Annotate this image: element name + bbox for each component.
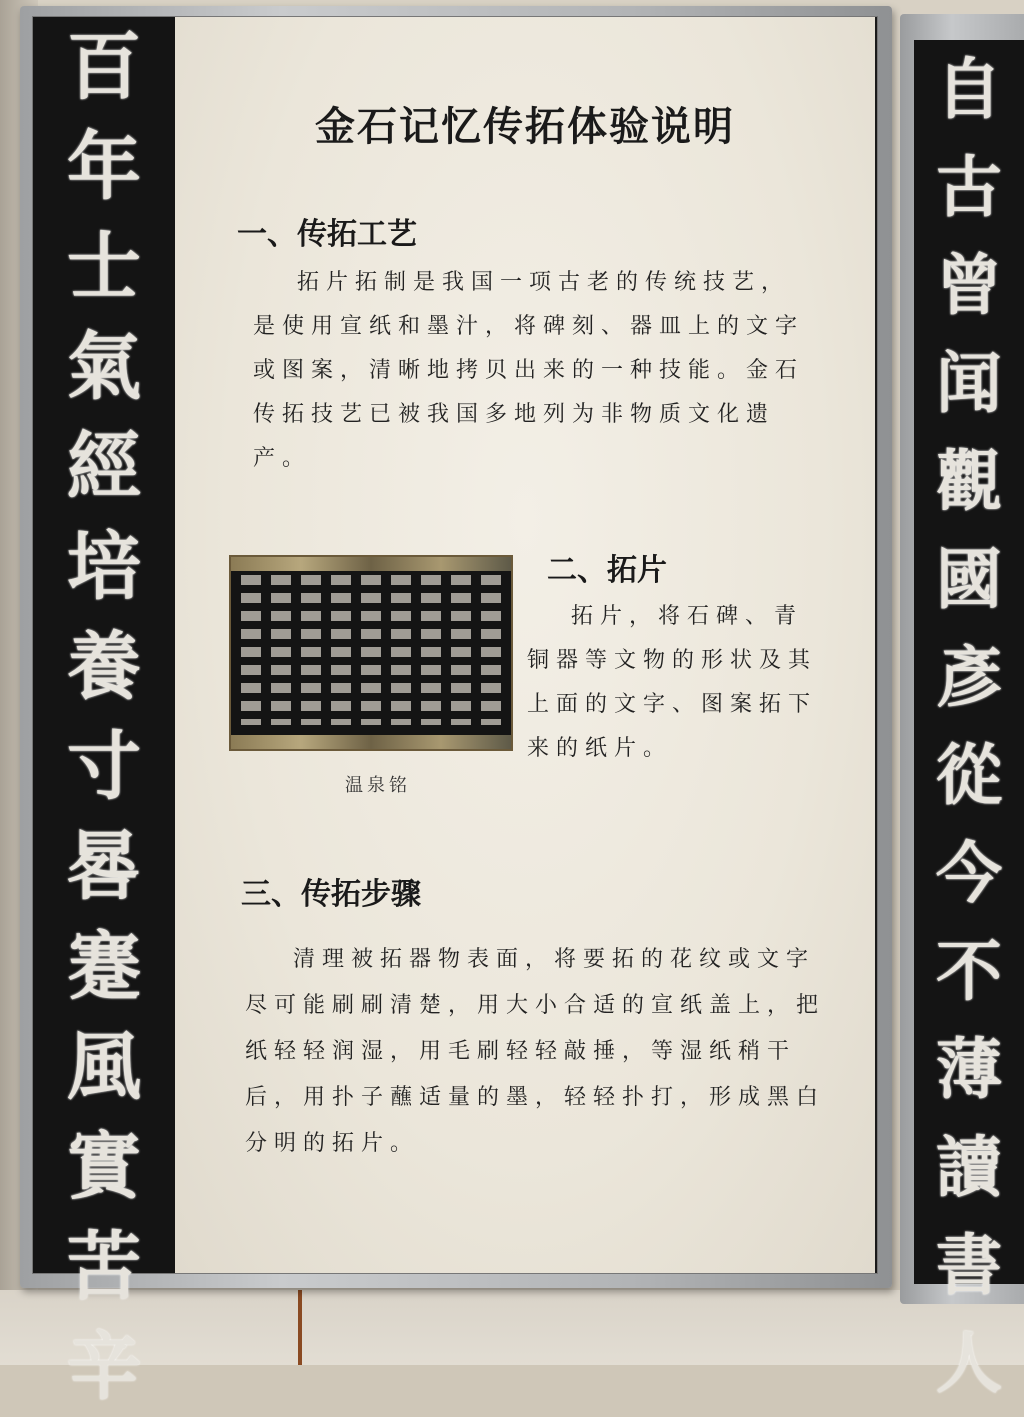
rubbing-bottom-band [231, 735, 511, 749]
section3-body: 清理被拓器物表面，将要拓的花纹或文字尽可能刷刷清楚，用大小合适的宣纸盖上，把纸轻轻润湿，用毛刷轻轻敲捶，等湿纸稍干后，用扑子蘸适量的墨，轻轻扑打，形成黑白分明的拓片。 [245, 947, 826, 1156]
info-board [175, 17, 875, 1273]
section2-body: 拓片，将石碑、青铜器等文物的形状及其上面的文字、图案拓下来的纸片。 [527, 604, 818, 761]
couplet-character: 晷 [67, 824, 141, 910]
section1-body: 拓片拓制是我国一项古老的传统技艺，是使用宣纸和墨汁，将碑刻、器皿上的文字或图案，清晰地拷贝出来的一种技能。金石传拓技艺已被我国多地列为非物质文化遗产。 [253, 270, 805, 471]
couplet-character: 闻 [936, 344, 1002, 422]
rubbing-text-column [391, 575, 411, 725]
couplet-character: 觀 [936, 442, 1002, 520]
floor [0, 1290, 1024, 1365]
rubbing-text-column [481, 575, 501, 725]
rubbing-text-column [301, 575, 321, 725]
right-couplet-scroll [914, 40, 1024, 1402]
rubbing-text-column [361, 575, 381, 725]
board-title: 金石记忆传拓体验说明 [315, 104, 735, 150]
couplet-character: 從 [936, 736, 1002, 814]
rubbing-image [231, 557, 511, 749]
section1-heading: 一、传拓工艺 [237, 217, 417, 252]
couplet-character: 經 [67, 424, 141, 510]
couplet-character: 實 [67, 1124, 141, 1210]
couplet-character: 蹇 [67, 924, 141, 1010]
couplet-character: 今 [936, 834, 1002, 912]
couplet-character: 年 [67, 124, 141, 210]
couplet-character: 讀 [936, 1128, 1002, 1206]
frame-inner [32, 16, 878, 1410]
rubbing-top-band [231, 557, 511, 571]
main-display-frame [20, 6, 892, 1410]
couplet-character: 辛 [67, 1324, 141, 1410]
couplet-character: 書 [936, 1226, 1002, 1304]
rubbing-text-column [271, 575, 291, 725]
couplet-character: 人 [936, 1324, 1002, 1402]
rubbing-text-column [331, 575, 351, 725]
couplet-character: 薄 [936, 1030, 1002, 1108]
rubbing-text-column [451, 575, 471, 725]
couplet-character: 寸 [67, 724, 141, 810]
couplet-character: 風 [67, 1024, 141, 1110]
couplet-character: 養 [67, 624, 141, 710]
couplet-character: 自 [936, 50, 1002, 128]
couplet-character: 氣 [67, 324, 141, 410]
couplet-character: 培 [67, 524, 141, 610]
floor-strip [298, 1290, 302, 1365]
couplet-character: 百 [67, 24, 141, 110]
section2-heading: 二、拓片 [547, 553, 667, 588]
rubbing-text-column [241, 575, 261, 725]
rubbing-text-column [421, 575, 441, 725]
left-couplet-scroll [33, 17, 175, 1410]
couplet-character: 國 [936, 540, 1002, 618]
right-display-frame [900, 14, 1024, 1402]
rubbing-caption: 温泉铭 [345, 775, 411, 796]
couplet-character: 士 [67, 224, 141, 310]
couplet-character: 古 [936, 148, 1002, 226]
couplet-character: 彥 [936, 638, 1002, 716]
couplet-character: 不 [936, 932, 1002, 1010]
section3-heading: 三、传拓步骤 [241, 877, 421, 912]
couplet-character: 曾 [936, 246, 1002, 324]
couplet-character: 苦 [67, 1224, 141, 1310]
